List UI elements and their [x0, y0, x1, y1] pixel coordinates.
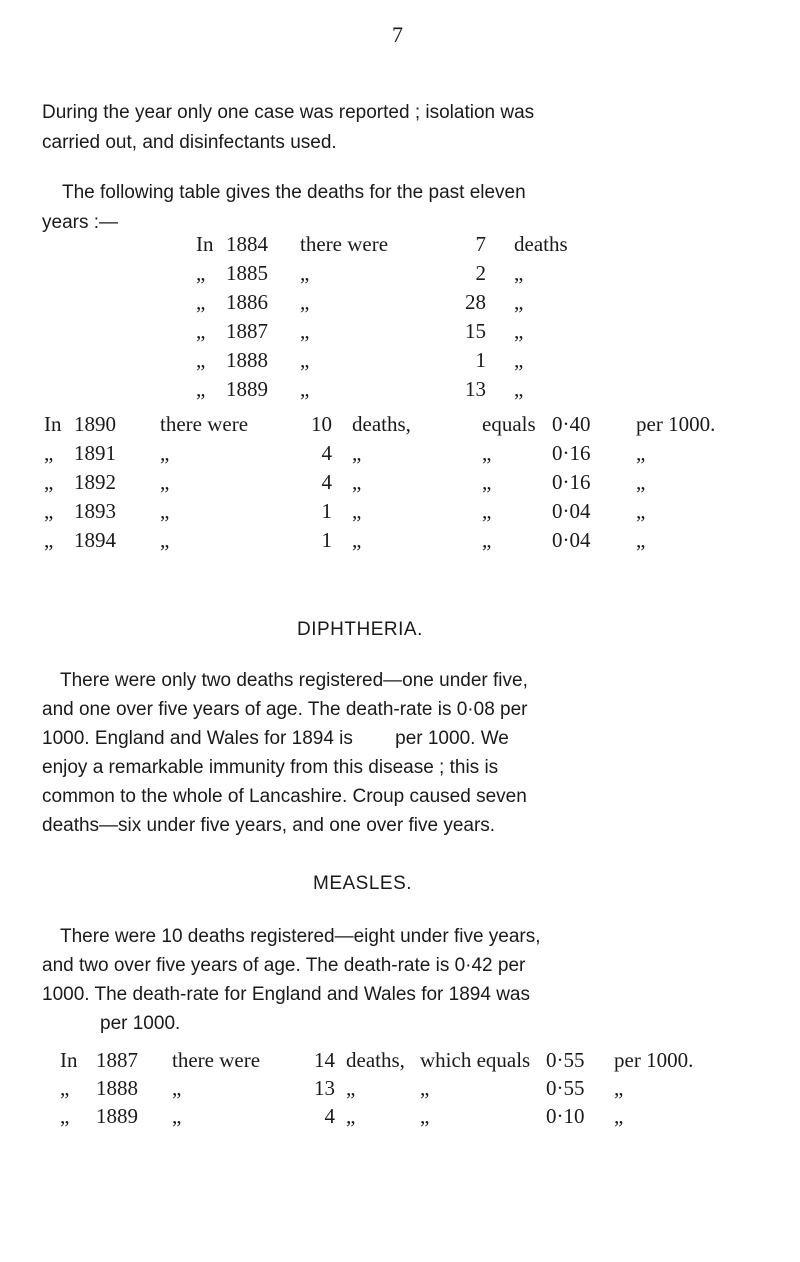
- table-cell-prefix: „: [60, 1104, 70, 1128]
- table-cell-mid: there were: [160, 412, 249, 436]
- table-cell-n: 1: [321, 499, 332, 523]
- table-cell-unit: deaths,: [352, 412, 411, 436]
- table-cell-unit: „: [352, 441, 362, 465]
- table-cell-year: 1890: [74, 412, 116, 436]
- table-cell-prefix: In: [60, 1048, 78, 1072]
- table-cell-rate: 0·16: [552, 441, 591, 465]
- table-cell-mid: „: [300, 377, 310, 401]
- table-cell-n: 13: [465, 377, 486, 401]
- paragraph-line: deaths—six under five years, and one over five years.: [42, 815, 496, 836]
- table-cell-unit: deaths,: [346, 1048, 405, 1072]
- table-cell-prefix: „: [196, 261, 206, 285]
- table-cell-suffix: „: [514, 261, 524, 285]
- table-cell-eq: „: [482, 441, 492, 465]
- table-cell-prefix: „: [196, 319, 206, 343]
- paragraph-line: There were 10 deaths registered—eight under five years,: [60, 926, 541, 947]
- table-cell-unit: „: [352, 499, 362, 523]
- table-cell-year: 1887: [226, 319, 268, 343]
- table-cell-n: 1: [321, 528, 332, 552]
- table-cell-eq: „: [420, 1104, 430, 1128]
- page-number: 7: [392, 22, 403, 47]
- table-cell-per: „: [636, 528, 646, 552]
- paragraph-line: There were only two deaths registered—one under five,: [60, 670, 528, 691]
- table-cell-year: 1888: [226, 348, 268, 372]
- table-cell-prefix: „: [60, 1076, 70, 1100]
- table-cell-n: 4: [324, 1104, 335, 1128]
- paragraph-line: per 1000.: [100, 1013, 181, 1034]
- table-cell-n: 10: [311, 412, 332, 436]
- table-cell-prefix: „: [44, 470, 54, 494]
- table-cell-year: 1889: [226, 377, 268, 401]
- table-cell-prefix: „: [44, 528, 54, 552]
- table-cell-n: 2: [475, 261, 486, 285]
- table-cell-eq: „: [482, 470, 492, 494]
- deaths-table-1884-1889: [0, 232, 800, 407]
- paragraph-line: 1000. England and Wales for 1894 is per 1000. We: [42, 728, 509, 749]
- table-cell-mid: „: [160, 499, 170, 523]
- table-cell-n: 4: [321, 441, 332, 465]
- table-cell-prefix: „: [196, 290, 206, 314]
- table-cell-prefix: „: [44, 499, 54, 523]
- table-cell-suffix: deaths: [514, 232, 568, 256]
- table-cell-prefix: „: [44, 441, 54, 465]
- table-cell-prefix: „: [196, 377, 206, 401]
- table-cell-n: 28: [465, 290, 486, 314]
- table-cell-suffix: „: [514, 377, 524, 401]
- table-cell-year: 1893: [74, 499, 116, 523]
- table-cell-n: 1: [475, 348, 486, 372]
- table-cell-prefix: In: [44, 412, 62, 436]
- table-cell-rate: 0·55: [546, 1076, 585, 1100]
- table-cell-per: per 1000.: [636, 412, 716, 436]
- section-heading-diphtheria: DIPHTHERIA.: [297, 619, 423, 640]
- table-cell-eq: „: [482, 499, 492, 523]
- table-cell-n: 14: [314, 1048, 335, 1072]
- table-cell-mid: „: [300, 261, 310, 285]
- table-cell-mid: there were: [300, 232, 389, 256]
- table-cell-per: „: [614, 1104, 624, 1128]
- table-cell-per: „: [636, 499, 646, 523]
- table-cell-n: 15: [465, 319, 486, 343]
- table-cell-n: 7: [475, 232, 486, 256]
- table-cell-mid: „: [160, 528, 170, 552]
- table-cell-mid: „: [160, 470, 170, 494]
- intro-line: During the year only one case was reported ; isolation was: [42, 102, 535, 123]
- table-cell-unit: „: [352, 470, 362, 494]
- intro-line: The following table gives the deaths for the past eleven: [62, 182, 526, 203]
- paragraph-line: common to the whole of Lancashire. Croup caused seven: [42, 786, 527, 807]
- table-cell-rate: 0·04: [552, 499, 591, 523]
- table-cell-mid: „: [300, 348, 310, 372]
- table-cell-per: „: [636, 441, 646, 465]
- table-cell-year: 1887: [96, 1048, 138, 1072]
- table-cell-eq: „: [482, 528, 492, 552]
- table-cell-year: 1892: [74, 470, 116, 494]
- table-cell-prefix: In: [196, 232, 214, 256]
- table-cell-unit: „: [352, 528, 362, 552]
- paragraph-line: enjoy a remarkable immunity from this disease ; this is: [42, 757, 499, 778]
- table-cell-rate: 0·40: [552, 412, 591, 436]
- table-cell-eq: which equals: [420, 1048, 531, 1072]
- intro-line: carried out, and disinfectants used.: [42, 132, 337, 153]
- table-cell-mid: „: [300, 290, 310, 314]
- table-cell-rate: 0·10: [546, 1104, 585, 1128]
- table-cell-eq: „: [420, 1076, 430, 1100]
- table-cell-suffix: „: [514, 348, 524, 372]
- table-cell-rate: 0·16: [552, 470, 591, 494]
- table-cell-eq: equals: [482, 412, 536, 436]
- intro-line: years :—: [42, 212, 119, 233]
- paragraph-line: and one over five years of age. The death-rate is 0·08 per: [42, 699, 528, 720]
- table-cell-prefix: „: [196, 348, 206, 372]
- table-cell-mid: „: [300, 319, 310, 343]
- table-cell-suffix: „: [514, 290, 524, 314]
- table-cell-per: per 1000.: [614, 1048, 694, 1072]
- table-cell-suffix: „: [514, 319, 524, 343]
- table-cell-unit: „: [346, 1076, 356, 1100]
- table-cell-rate: 0·04: [552, 528, 591, 552]
- measles-deaths-table: [0, 1048, 800, 1148]
- section-heading-measles: MEASLES.: [313, 873, 413, 894]
- table-cell-rate: 0·55: [546, 1048, 585, 1072]
- table-cell-year: 1886: [226, 290, 268, 314]
- table-cell-mid: „: [172, 1104, 182, 1128]
- table-cell-mid: „: [172, 1076, 182, 1100]
- table-cell-year: 1889: [96, 1104, 138, 1128]
- paragraph-line: 1000. The death-rate for England and Wales for 1894 was: [42, 984, 530, 1005]
- table-cell-year: 1894: [74, 528, 116, 552]
- table-cell-unit: „: [346, 1104, 356, 1128]
- table-cell-year: 1884: [226, 232, 268, 256]
- paragraph-line: and two over five years of age. The death-rate is 0·42 per: [42, 955, 526, 976]
- table-cell-year: 1885: [226, 261, 268, 285]
- deaths-table-1890-1894: [0, 412, 800, 557]
- table-cell-per: „: [614, 1076, 624, 1100]
- table-cell-year: 1888: [96, 1076, 138, 1100]
- table-cell-n: 13: [314, 1076, 335, 1100]
- table-cell-per: „: [636, 470, 646, 494]
- table-cell-n: 4: [321, 470, 332, 494]
- table-cell-mid: „: [160, 441, 170, 465]
- table-cell-year: 1891: [74, 441, 116, 465]
- table-cell-mid: there were: [172, 1048, 261, 1072]
